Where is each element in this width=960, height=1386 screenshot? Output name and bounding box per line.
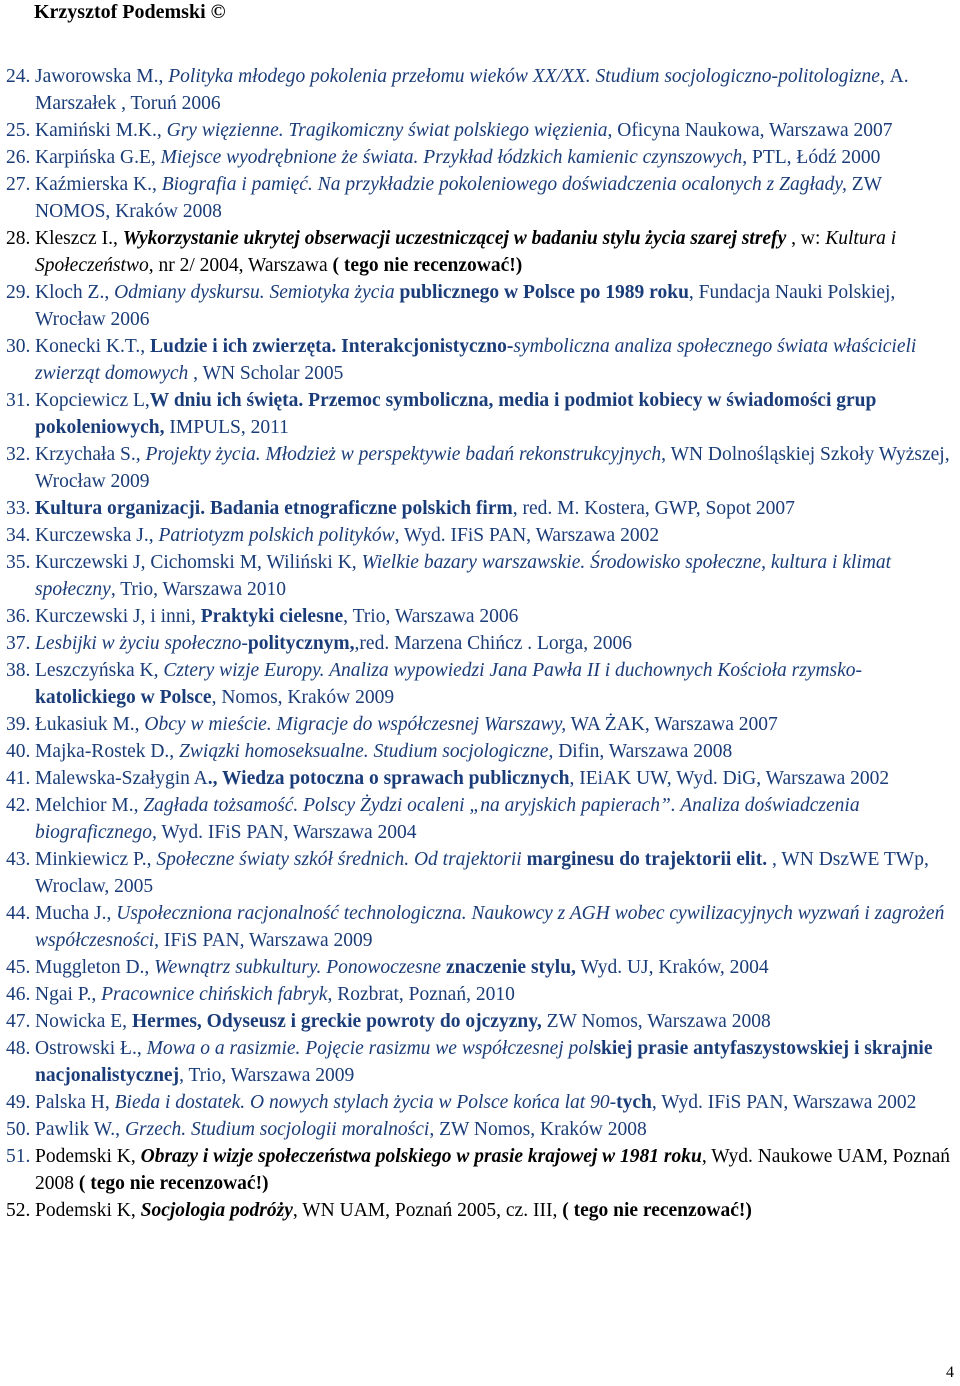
entry-text: Melchior M., bbox=[35, 795, 144, 816]
entry-text: Kleszcz I., bbox=[35, 228, 123, 249]
bibliography-entry bbox=[0, 765, 957, 792]
entry-text: Mowa o a rasizmie. Pojęcie rasizmu we współczesnej pol bbox=[146, 1038, 594, 1059]
entry-text: Zagłada tożsamość. Polscy Żydzi ocaleni „na aryjskich papierach”. Analiza doświadczenia biograficznego, bbox=[35, 795, 860, 843]
entry-number: 31. bbox=[6, 390, 31, 411]
entry-text: Praktyki cielesne bbox=[200, 606, 344, 627]
bibliography-entry bbox=[0, 738, 957, 765]
bibliography-entry bbox=[0, 1197, 957, 1224]
entry-number: 52. bbox=[6, 1200, 31, 1221]
bibliography-entry bbox=[0, 441, 957, 495]
entry-text: ., Wiedza potoczna o sprawach publicznych bbox=[207, 768, 570, 789]
entry-text: , nr 2/ 2004, Warszawa bbox=[148, 255, 333, 276]
entry-text: Nowicka E, bbox=[35, 1011, 132, 1032]
entry-text: Kurczewski J, i inni, bbox=[35, 606, 201, 627]
entry-text: Muggleton D., bbox=[35, 957, 155, 978]
entry-text: Hermes, Odyseusz i greckie powroty do ojczyzny, bbox=[131, 1011, 542, 1032]
entry-text: Biografia i pamięć. Na przykładzie pokoleniowego doświadczenia ocalonych z Zagłady, bbox=[161, 174, 847, 195]
entry-text: Pracownice chińskich fabryk bbox=[101, 984, 328, 1005]
entry-text: skiej prasie antyfaszystowskiej i skrajnie nacjonalistycznej bbox=[35, 1038, 933, 1086]
bibliography-entry bbox=[0, 981, 957, 1008]
entry-text: tych bbox=[616, 1092, 652, 1113]
entry-text: , Wyd. Naukowe UAM, Poznań 2008 bbox=[35, 1146, 950, 1194]
entry-text: Podemski K, bbox=[35, 1200, 141, 1221]
entry-number: 40. bbox=[6, 741, 31, 762]
entry-text: , WN DszWE TWp, Wroclaw, 2005 bbox=[35, 849, 929, 897]
entry-text: publicznego w Polsce po 1989 roku bbox=[394, 282, 689, 303]
entry-number: 39. bbox=[6, 714, 31, 735]
bibliography-entry bbox=[0, 657, 957, 711]
document-header: Krzysztof Podemski © bbox=[34, 1, 226, 23]
entry-text: ( tego nie recenzować!) bbox=[78, 1173, 269, 1194]
entry-text: IMPULS, 2011 bbox=[164, 417, 289, 438]
entry-text: Wielkie bazary warszawskie. Środowisko społeczne, kultura i klimat społeczny bbox=[35, 552, 892, 600]
bibliography-entry bbox=[0, 900, 957, 954]
entry-text: Wyd. IFiS PAN, Warszawa 2004 bbox=[156, 822, 417, 843]
entry-number: 25. bbox=[6, 120, 31, 141]
entry-text: Wewnątrz subkultury. Ponowoczesne bbox=[154, 957, 442, 978]
entry-number: 47. bbox=[6, 1011, 31, 1032]
entry-text: Kurczewska J., bbox=[35, 525, 159, 546]
entry-number: 34. bbox=[6, 525, 31, 546]
entry-text: Projekty życia. Młodzież w perspektywie badań rekonstrukcyjnych bbox=[145, 444, 662, 465]
entry-text: , WN Scholar 2005 bbox=[188, 363, 344, 384]
entry-text: Łukasiuk M., bbox=[35, 714, 145, 735]
bibliography-entry bbox=[0, 522, 957, 549]
entry-text: Kloch Z., bbox=[35, 282, 115, 303]
entry-text: Bieda i dostatek. O nowych stylach życia w Polsce końca lat 90- bbox=[114, 1092, 617, 1113]
entry-number: 44. bbox=[6, 903, 31, 924]
entry-text: , Nomos, Kraków 2009 bbox=[211, 687, 395, 708]
entry-text: Odmiany dyskursu. Semiotyka życia bbox=[114, 282, 395, 303]
entry-text: , Trio, Warszawa 2009 bbox=[179, 1065, 355, 1086]
entry-text: ( tego nie recenzować!) bbox=[562, 1200, 752, 1221]
bibliography-entry bbox=[0, 225, 957, 279]
entry-text: Ludzie i ich zwierzęta. Interakcjonistyczno- bbox=[149, 336, 514, 357]
bibliography-entry bbox=[0, 333, 957, 387]
entry-text: , IFiS PAN, Warszawa 2009 bbox=[154, 930, 373, 951]
bibliography-entry bbox=[0, 711, 957, 738]
entry-text: , red. M. Kostera, GWP, Sopot 2007 bbox=[512, 498, 795, 519]
entry-text: Palska H, bbox=[35, 1092, 115, 1113]
bibliography-list bbox=[0, 63, 960, 1224]
entry-text: Kopciewicz L, bbox=[35, 390, 150, 411]
entry-text: Minkiewicz P., bbox=[35, 849, 157, 870]
entry-text: Kultura i Społeczeństwo bbox=[35, 228, 897, 276]
entry-text: Podemski K, bbox=[35, 1146, 141, 1167]
entry-number: 37. bbox=[6, 633, 31, 654]
entry-text: ZW Nomos, Warszawa 2008 bbox=[541, 1011, 771, 1032]
entry-text: Malewska-Szałygin A bbox=[35, 768, 208, 789]
entry-text: marginesu do trajektorii elit. bbox=[521, 849, 768, 870]
entry-text: Wykorzystanie ukrytej obserwacji uczestniczącej w badaniu stylu życia szarej strefy bbox=[122, 228, 787, 249]
entry-number: 45. bbox=[6, 957, 31, 978]
bibliography-entry bbox=[0, 1008, 957, 1035]
entry-number: 33. bbox=[6, 498, 31, 519]
entry-text: WA ŻAK, Warszawa 2007 bbox=[566, 714, 778, 735]
entry-text: Mucha J., bbox=[35, 903, 117, 924]
bibliography-entry bbox=[0, 1089, 957, 1116]
entry-text: , Fundacja Nauki Polskiej, Wrocław 2006 bbox=[35, 282, 896, 330]
entry-number: 49. bbox=[6, 1092, 31, 1113]
entry-number: 24. bbox=[6, 66, 31, 87]
bibliography-entry bbox=[0, 279, 957, 333]
entry-text: znaczenie stylu, bbox=[441, 957, 576, 978]
bibliography-entry bbox=[0, 387, 957, 441]
entry-text: Społeczne światy szkół średnich. Od trajektorii bbox=[156, 849, 522, 870]
entry-text: Patriotyzm polskich polityków bbox=[158, 525, 395, 546]
page-number: 4 bbox=[946, 1364, 954, 1381]
entry-text: Związki homoseksualne. Studium socjologiczne bbox=[179, 741, 549, 762]
bibliography-entry bbox=[0, 792, 957, 846]
entry-text: , Trio, Warszawa 2010 bbox=[110, 579, 286, 600]
entry-text: Grzech. Studium socjologii moralności bbox=[124, 1119, 430, 1140]
entry-text: Pawlik W., bbox=[35, 1119, 125, 1140]
bibliography-entry bbox=[0, 1035, 957, 1089]
bibliography-entry bbox=[0, 1143, 957, 1197]
entry-text: , WN Dolnośląskiej Szkoły Wyższej, Wrocław 2009 bbox=[35, 444, 950, 492]
entry-number: 46. bbox=[6, 984, 31, 1005]
entry-text: , ZW Nomos, Kraków 2008 bbox=[429, 1119, 647, 1140]
bibliography-entry bbox=[0, 846, 957, 900]
entry-text: Socjologia podróży bbox=[140, 1200, 293, 1221]
entry-number: 26. bbox=[6, 147, 31, 168]
entry-text: ( tego nie recenzować!) bbox=[332, 255, 523, 276]
entry-text: politycznym, bbox=[247, 633, 355, 654]
entry-text: Karpińska G.E, bbox=[35, 147, 161, 168]
entry-text: Konecki K.T., bbox=[35, 336, 150, 357]
entry-number: 41. bbox=[6, 768, 31, 789]
entry-text: Wyd. UJ, Kraków, 2004 bbox=[575, 957, 769, 978]
entry-text: Jaworowska M., bbox=[35, 66, 169, 87]
entry-text: A. Marszałek , Toruń 2006 bbox=[35, 66, 909, 114]
entry-text: symboliczna analiza społecznego świata właścicieli zwierząt domowych bbox=[35, 336, 917, 384]
entry-text: Kaźmierska K., bbox=[35, 174, 162, 195]
entry-number: 51. bbox=[6, 1146, 31, 1167]
entry-text: ZW NOMOS, Kraków 2008 bbox=[35, 174, 882, 222]
bibliography-entry bbox=[0, 549, 957, 603]
entry-text: Krzychała S., bbox=[35, 444, 146, 465]
entry-text: , WN UAM, Poznań 2005, cz. III, bbox=[292, 1200, 563, 1221]
bibliography-entry bbox=[0, 171, 957, 225]
entry-text: , w: bbox=[786, 228, 826, 249]
entry-text: Obrazy i wizje społeczeństwa polskiego w prasie krajowej w 1981 roku bbox=[140, 1146, 702, 1167]
entry-text: W dniu ich święta. Przemoc symboliczna, media i podmiot kobiecy w świadomości grup pokoleniowych, bbox=[35, 390, 877, 438]
entry-text: , PTL, Łódź 2000 bbox=[742, 147, 881, 168]
entry-text: Uspołeczniona racjonalność technologiczna. Naukowcy z AGH wobec cywilizacyjnych wyzwań i zagrożeń współczesności bbox=[35, 903, 945, 951]
entry-number: 28. bbox=[6, 228, 31, 249]
entry-text: Ostrowski Ł., bbox=[35, 1038, 147, 1059]
entry-number: 35. bbox=[6, 552, 31, 573]
entry-number: 50. bbox=[6, 1119, 31, 1140]
entry-text: katolickiego w Polsce bbox=[35, 687, 212, 708]
entry-text: Kamiński M.K., bbox=[35, 120, 167, 141]
bibliography-entry bbox=[0, 1116, 957, 1143]
bibliography-entry bbox=[0, 495, 957, 522]
entry-number: 32. bbox=[6, 444, 31, 465]
entry-text: Obcy w mieście. Migracje do współczesnej Warszawy, bbox=[144, 714, 567, 735]
entry-number: 30. bbox=[6, 336, 31, 357]
entry-number: 38. bbox=[6, 660, 31, 681]
entry-number: 27. bbox=[6, 174, 31, 195]
entry-text: , Difin, Warszawa 2008 bbox=[548, 741, 733, 762]
entry-text: Leszczyńska K, bbox=[35, 660, 164, 681]
entry-text: Cztery wizje Europy. Analiza wypowiedzi Jana Pawła II i duchownych Kościoła rzymsko- bbox=[163, 660, 863, 681]
entry-number: 36. bbox=[6, 606, 31, 627]
entry-number: 48. bbox=[6, 1038, 31, 1059]
entry-number: 42. bbox=[6, 795, 31, 816]
entry-number: 43. bbox=[6, 849, 31, 870]
entry-text: , Rozbrat, Poznań, 2010 bbox=[327, 984, 515, 1005]
bibliography-entry bbox=[0, 954, 957, 981]
entry-text: Kurczewski J, Cichomski M, Wiliński K, bbox=[35, 552, 362, 573]
entry-text: politologizne, bbox=[778, 66, 890, 87]
bibliography-entry bbox=[0, 630, 957, 657]
entry-text: Kultura organizacji. Badania etnograficzne polskich firm bbox=[35, 498, 513, 519]
entry-text: , Oficyna Naukowa, Warszawa 2007 bbox=[607, 120, 893, 141]
bibliography-entry bbox=[0, 63, 957, 117]
entry-text: Gry więzienne. Tragikomiczny świat polskiego więzienia bbox=[166, 120, 608, 141]
entry-text: Polityka młodego pokolenia przełomu wieków XX/XX. Studium socjologiczno- bbox=[168, 66, 779, 87]
entry-text: , Wyd. IFiS PAN, Warszawa 2002 bbox=[394, 525, 660, 546]
entry-text: Majka-Rostek D., bbox=[35, 741, 180, 762]
bibliography-entry bbox=[0, 117, 957, 144]
bibliography-entry bbox=[0, 144, 957, 171]
entry-text: , Wyd. IFiS PAN, Warszawa 2002 bbox=[651, 1092, 917, 1113]
entry-text: Ngai P., bbox=[35, 984, 102, 1005]
bibliography-entry bbox=[0, 603, 957, 630]
entry-text: Lesbijki w życiu społeczno- bbox=[35, 633, 248, 654]
entry-text: , Trio, Warszawa 2006 bbox=[343, 606, 519, 627]
entry-text: ,red. Marzena Chińcz . Lorga, 2006 bbox=[354, 633, 632, 654]
entry-text: , IEiAK UW, Wyd. DiG, Warszawa 2002 bbox=[569, 768, 890, 789]
entry-number: 29. bbox=[6, 282, 31, 303]
entry-text: Miejsce wyodrębnione że świata. Przykład łódzkich kamienic czynszowych bbox=[160, 147, 743, 168]
